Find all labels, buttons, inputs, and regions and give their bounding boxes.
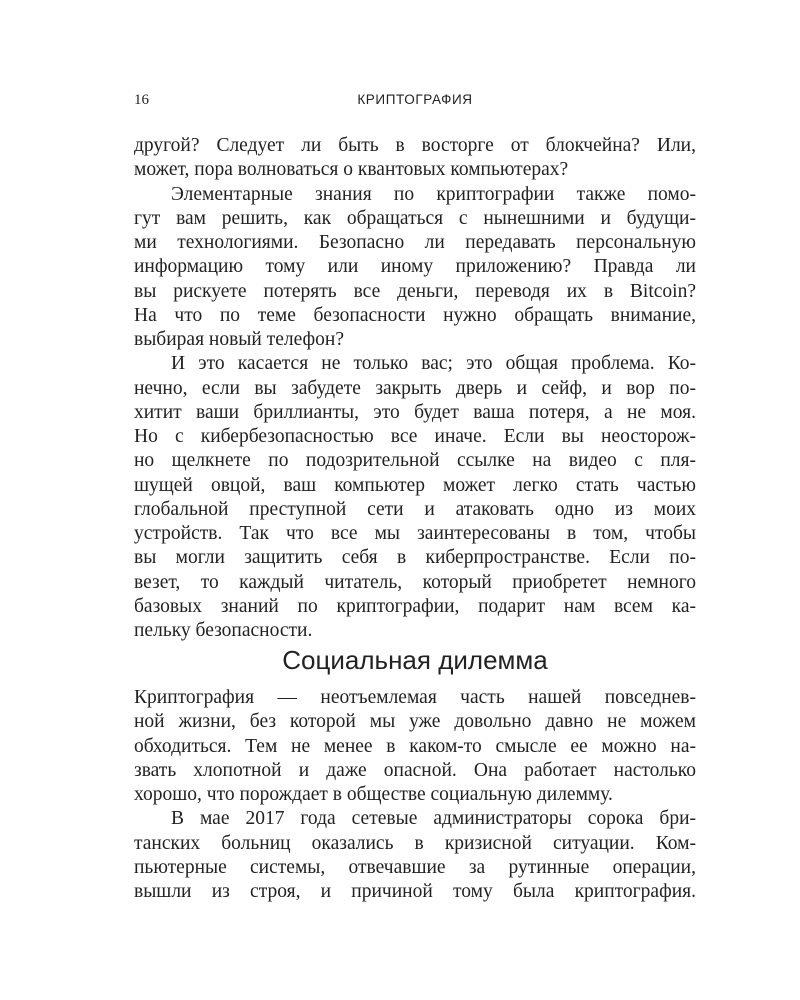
text-line: вышли из строя, и причиной тому была криптография. (134, 881, 696, 902)
text-line: Но с кибербезопасностью все иначе. Если вы неосторож- (134, 426, 696, 447)
text-line: базовых знаний по криптографии, подарит нам всем ка- (134, 595, 696, 617)
text-line: но щелкнете по подозрительной ссылке на видео с пля- (134, 450, 696, 472)
page-number: 16 (134, 92, 149, 108)
running-header (134, 92, 696, 112)
text-line: танских больниц оказались в кризисной ситуации. Ком- (134, 832, 696, 854)
running-title: КРИПТОГРАФИЯ (357, 92, 473, 107)
text-line: звать хлопотной и даже опасной. Она работает настолько (134, 759, 696, 781)
text-line: ми технологиями. Безопасно ли передавать персональную (134, 232, 696, 253)
text-line: везет, то каждый читатель, который приобретет немного (134, 571, 696, 593)
text-line: Криптография — неотъемлемая часть нашей повседнев- (134, 687, 696, 708)
section-heading: Социальная дилемма (282, 645, 548, 675)
text-line: вы рискуете потерять все деньги, переводя их в Bitcoin? (134, 280, 696, 302)
text-line: гут вам решить, как обращаться с нынешними и будущи- (134, 207, 696, 229)
text-line: И это касается не только вас; это общая проблема. Ко- (171, 353, 696, 375)
text-line: шущей овцой, ваш компьютер может легко стать частью (134, 474, 696, 496)
text-line: может, пора волноваться о квантовых компьютерах? (134, 159, 569, 181)
text-line: вы могли защитить себя в киберпространстве. Если по- (134, 547, 696, 569)
text-line: ной жизни, без которой мы уже довольно давно не можем (134, 711, 696, 733)
text-line: обходиться. Тем не менее в каком-то смысле ее можно на- (134, 735, 696, 757)
text-line: пельку безопасности. (134, 620, 313, 641)
text-line: хитит ваши бриллианты, это будет ваша потеря, а не моя. (134, 401, 696, 423)
text-line: другой? Следует ли быть в восторге от блокчейна? Или, (134, 135, 696, 156)
text-line: выбирая новый телефон? (134, 329, 344, 350)
text-line: хорошо, что порождает в обществе социальную дилемму. (134, 784, 613, 805)
text-line: устройств. Так что все мы заинтересованы в том, чтобы (134, 523, 696, 544)
text-line: В мае 2017 года сетевые администраторы сорока бри- (171, 808, 696, 830)
body-text-top (134, 134, 696, 643)
text-line: нечно, если вы забудете закрыть дверь и сейф, и вор по- (134, 377, 696, 399)
body-text-bottom (134, 686, 696, 904)
text-line: На что по теме безопасности нужно обращать внимание, (134, 304, 696, 326)
text-line: информацию тому или иному приложению? Правда ли (134, 256, 696, 278)
text-line: пьютерные системы, отвечавшие за рутинные операции, (134, 856, 696, 878)
text-line: Элементарные знания по криптографии также помо- (171, 183, 696, 205)
text-line: глобальной преступной сети и атаковать одно из моих (134, 498, 696, 520)
